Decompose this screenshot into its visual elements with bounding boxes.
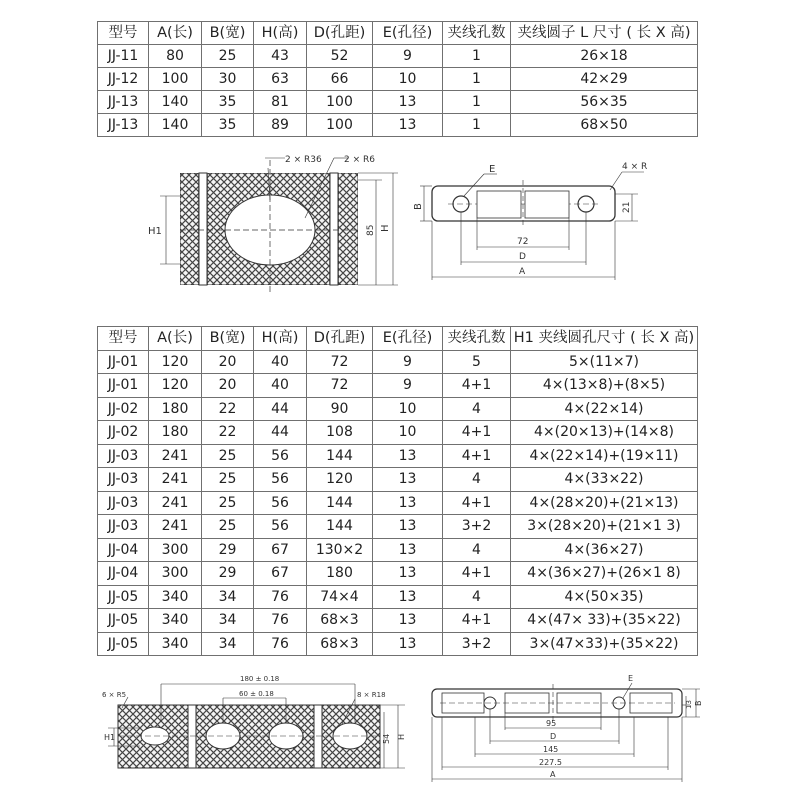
table-cell: 63 bbox=[254, 68, 307, 91]
table-cell: 10 bbox=[373, 397, 443, 421]
table-cell: 68×3 bbox=[307, 632, 373, 656]
table-cell: 4 bbox=[443, 538, 511, 562]
column-header: 型号 bbox=[98, 327, 149, 351]
table-cell: 34 bbox=[202, 585, 254, 609]
label-54: 54 bbox=[382, 733, 391, 744]
table-cell: 140 bbox=[149, 91, 202, 114]
table-cell: 140 bbox=[149, 114, 202, 137]
table-cell: 72 bbox=[307, 374, 373, 398]
table-cell: 4+1 bbox=[443, 374, 511, 398]
table-cell: JJ-02 bbox=[98, 397, 149, 421]
table-cell: 80 bbox=[149, 45, 202, 68]
table-cell: 76 bbox=[254, 609, 307, 633]
label-72: 72 bbox=[517, 237, 529, 247]
table-cell: 4×(20×13)+(14×8) bbox=[511, 421, 698, 445]
table-cell: 40 bbox=[254, 350, 307, 374]
table-cell: 1 bbox=[443, 91, 511, 114]
table-cell: JJ-04 bbox=[98, 562, 149, 586]
table-cell: 180 bbox=[149, 397, 202, 421]
column-header: H(高) bbox=[254, 22, 307, 45]
label-h1-2: H1 bbox=[104, 733, 116, 742]
column-header: A(长) bbox=[149, 22, 202, 45]
table-cell: 4 bbox=[443, 468, 511, 492]
table-cell: JJ-05 bbox=[98, 632, 149, 656]
table-cell: 4+1 bbox=[443, 491, 511, 515]
table-cell: 13 bbox=[373, 632, 443, 656]
table-cell: 25 bbox=[202, 515, 254, 539]
table-cell: 22 bbox=[202, 421, 254, 445]
table-cell: 10 bbox=[373, 421, 443, 445]
table-cell: 340 bbox=[149, 585, 202, 609]
table-cell: 340 bbox=[149, 632, 202, 656]
clamp-front-view-1 bbox=[148, 155, 398, 295]
table-cell: 13 bbox=[373, 515, 443, 539]
table-cell: 30 bbox=[202, 68, 254, 91]
table-cell: 44 bbox=[254, 421, 307, 445]
table-cell: JJ-13 bbox=[98, 91, 149, 114]
table-cell: 74×4 bbox=[307, 585, 373, 609]
table-cell: JJ-03 bbox=[98, 515, 149, 539]
column-header: A(长) bbox=[149, 327, 202, 351]
label-6xr5: 6 × R5 bbox=[102, 691, 127, 699]
table-cell: 4×(50×35) bbox=[511, 585, 698, 609]
table-cell: 241 bbox=[149, 468, 202, 492]
column-header: E(孔径) bbox=[373, 22, 443, 45]
table-cell: 100 bbox=[149, 68, 202, 91]
table-cell: 56×35 bbox=[511, 91, 698, 114]
table-cell: 13 bbox=[373, 114, 443, 137]
table-cell: 3×(28×20)+(21×1 3) bbox=[511, 515, 698, 539]
clamp-side-view-2 bbox=[432, 674, 703, 782]
table-cell: 241 bbox=[149, 515, 202, 539]
table-cell: 13 bbox=[373, 444, 443, 468]
clamp-side-view-1 bbox=[413, 162, 647, 280]
column-header: D(孔距) bbox=[307, 22, 373, 45]
table-cell: 340 bbox=[149, 609, 202, 633]
table-cell: 25 bbox=[202, 45, 254, 68]
table-cell: 20 bbox=[202, 350, 254, 374]
table-cell: 29 bbox=[202, 562, 254, 586]
table-cell: 144 bbox=[307, 515, 373, 539]
table-cell: 25 bbox=[202, 468, 254, 492]
table-cell: 56 bbox=[254, 468, 307, 492]
table-cell: 22 bbox=[202, 397, 254, 421]
table-cell: 29 bbox=[202, 538, 254, 562]
label-13: 13 bbox=[685, 700, 693, 709]
table-cell: 4×(33×22) bbox=[511, 468, 698, 492]
table-cell: 9 bbox=[373, 350, 443, 374]
label-2xr6: 2 × R6 bbox=[344, 155, 375, 165]
column-header: B(宽) bbox=[202, 327, 254, 351]
table-cell: 10 bbox=[373, 68, 443, 91]
label-d: D bbox=[519, 252, 526, 262]
table-cell: 5 bbox=[443, 350, 511, 374]
table-cell: 68×50 bbox=[511, 114, 698, 137]
table-cell: 144 bbox=[307, 491, 373, 515]
column-header: 型号 bbox=[98, 22, 149, 45]
table-cell: 3+2 bbox=[443, 632, 511, 656]
table-cell: 120 bbox=[149, 350, 202, 374]
table-cell: 72 bbox=[307, 350, 373, 374]
label-85: 85 bbox=[366, 224, 376, 236]
label-e: E bbox=[489, 164, 496, 175]
table-cell: 130×2 bbox=[307, 538, 373, 562]
table-cell: JJ-11 bbox=[98, 45, 149, 68]
table-cell: 4 bbox=[443, 397, 511, 421]
table-cell: 120 bbox=[307, 468, 373, 492]
column-header: E(孔径) bbox=[373, 327, 443, 351]
table-cell: 13 bbox=[373, 609, 443, 633]
table-cell: 100 bbox=[307, 91, 373, 114]
table-cell: 13 bbox=[373, 562, 443, 586]
column-header: 夹线圆子 L 尺寸 ( 长 X 高) bbox=[511, 22, 698, 45]
table-cell: 66 bbox=[307, 68, 373, 91]
table-cell: 89 bbox=[254, 114, 307, 137]
table-cell: 120 bbox=[149, 374, 202, 398]
table-cell: 68×3 bbox=[307, 609, 373, 633]
table-cell: 25 bbox=[202, 491, 254, 515]
table-cell: JJ-05 bbox=[98, 585, 149, 609]
label-227: 227.5 bbox=[539, 758, 562, 767]
table-cell: 56 bbox=[254, 491, 307, 515]
table-cell: 56 bbox=[254, 444, 307, 468]
table-cell: 4×(36×27)+(26×1 8) bbox=[511, 562, 698, 586]
label-a: A bbox=[519, 267, 526, 277]
label-2xr36: 2 × R36 bbox=[285, 155, 322, 165]
table-cell: 20 bbox=[202, 374, 254, 398]
column-header: H1 夹线圆孔尺寸 ( 长 X 高) bbox=[511, 327, 698, 351]
table-cell: 4×(28×20)+(21×13) bbox=[511, 491, 698, 515]
label-8xr18: 8 × R18 bbox=[357, 691, 386, 699]
column-header: H(高) bbox=[254, 327, 307, 351]
table-cell: 35 bbox=[202, 114, 254, 137]
table-cell: 13 bbox=[373, 468, 443, 492]
table-cell: JJ-03 bbox=[98, 444, 149, 468]
table-cell: 144 bbox=[307, 444, 373, 468]
label-21: 21 bbox=[622, 201, 632, 213]
table-cell: JJ-01 bbox=[98, 350, 149, 374]
table-cell: 43 bbox=[254, 45, 307, 68]
table-cell: 1 bbox=[443, 68, 511, 91]
label-95: 95 bbox=[546, 719, 557, 728]
table-cell: 4+1 bbox=[443, 609, 511, 633]
table-cell: 34 bbox=[202, 632, 254, 656]
label-180: 180 ± 0.18 bbox=[240, 675, 280, 683]
label-4xr: 4 × R bbox=[622, 162, 648, 172]
table-cell: 13 bbox=[373, 538, 443, 562]
table-cell: 4×(47× 33)+(35×22) bbox=[511, 609, 698, 633]
table-cell: JJ-03 bbox=[98, 491, 149, 515]
table-cell: 241 bbox=[149, 491, 202, 515]
table-cell: 1 bbox=[443, 45, 511, 68]
clamp-front-view-2 bbox=[102, 675, 406, 768]
label-d-2: D bbox=[550, 732, 557, 741]
table-cell: 4+1 bbox=[443, 562, 511, 586]
table-cell: JJ-02 bbox=[98, 421, 149, 445]
table-cell: 35 bbox=[202, 91, 254, 114]
table-cell: 1 bbox=[443, 114, 511, 137]
table-cell: 56 bbox=[254, 515, 307, 539]
table-cell: 300 bbox=[149, 562, 202, 586]
label-h-2: H bbox=[397, 733, 406, 740]
label-e-2: E bbox=[628, 674, 634, 683]
label-h1: H1 bbox=[148, 226, 162, 237]
label-h: H bbox=[380, 224, 391, 232]
table-cell: 4+1 bbox=[443, 444, 511, 468]
label-145: 145 bbox=[543, 745, 559, 754]
column-header: 夹线孔数 bbox=[443, 22, 511, 45]
table-cell: JJ-01 bbox=[98, 374, 149, 398]
table-cell: JJ-03 bbox=[98, 468, 149, 492]
table-cell: 90 bbox=[307, 397, 373, 421]
table-cell: 4×(36×27) bbox=[511, 538, 698, 562]
table-cell: 4×(22×14) bbox=[511, 397, 698, 421]
table-cell: 81 bbox=[254, 91, 307, 114]
table-cell: 9 bbox=[373, 45, 443, 68]
table-cell: 108 bbox=[307, 421, 373, 445]
table-cell: 13 bbox=[373, 91, 443, 114]
table-cell: 13 bbox=[373, 585, 443, 609]
table-cell: 3×(47×33)+(35×22) bbox=[511, 632, 698, 656]
label-a-2: A bbox=[550, 770, 556, 779]
table-cell: 25 bbox=[202, 444, 254, 468]
table-cell: 34 bbox=[202, 609, 254, 633]
table-cell: JJ-13 bbox=[98, 114, 149, 137]
table-cell: 76 bbox=[254, 585, 307, 609]
table-cell: 4+1 bbox=[443, 421, 511, 445]
table-cell: 3+2 bbox=[443, 515, 511, 539]
table-cell: 4×(22×14)+(19×11) bbox=[511, 444, 698, 468]
table-cell: JJ-05 bbox=[98, 609, 149, 633]
label-60: 60 ± 0.18 bbox=[239, 690, 274, 698]
table-cell: 26×18 bbox=[511, 45, 698, 68]
table-cell: 5×(11×7) bbox=[511, 350, 698, 374]
table-cell: 300 bbox=[149, 538, 202, 562]
table-cell: 100 bbox=[307, 114, 373, 137]
table-cell: 4×(13×8)+(8×5) bbox=[511, 374, 698, 398]
table-cell: 241 bbox=[149, 444, 202, 468]
table-cell: 76 bbox=[254, 632, 307, 656]
table-cell: 9 bbox=[373, 374, 443, 398]
label-b: B bbox=[413, 203, 424, 210]
column-header: 夹线孔数 bbox=[443, 327, 511, 351]
table-cell: 40 bbox=[254, 374, 307, 398]
table-cell: 4 bbox=[443, 585, 511, 609]
table-cell: 42×29 bbox=[511, 68, 698, 91]
column-header: B(宽) bbox=[202, 22, 254, 45]
table-cell: JJ-12 bbox=[98, 68, 149, 91]
table-cell: JJ-04 bbox=[98, 538, 149, 562]
table-cell: 44 bbox=[254, 397, 307, 421]
table-cell: 67 bbox=[254, 562, 307, 586]
table-cell: 52 bbox=[307, 45, 373, 68]
table-cell: 180 bbox=[149, 421, 202, 445]
column-header: D(孔距) bbox=[307, 327, 373, 351]
table-cell: 13 bbox=[373, 491, 443, 515]
table-cell: 67 bbox=[254, 538, 307, 562]
label-b-2: B bbox=[694, 700, 703, 706]
table-cell: 180 bbox=[307, 562, 373, 586]
